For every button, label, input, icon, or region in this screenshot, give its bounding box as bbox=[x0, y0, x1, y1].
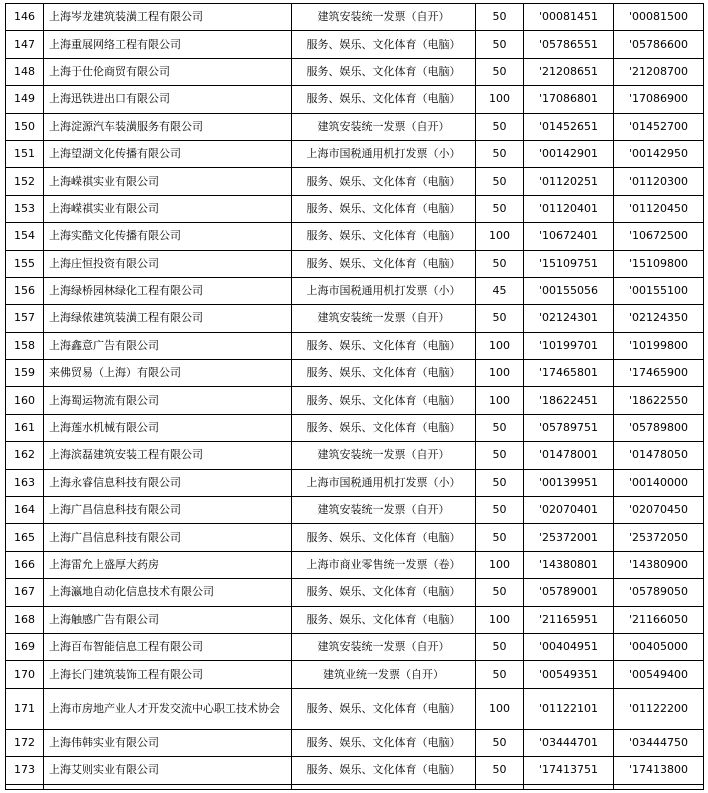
company-name: 上海望湖文化传播有限公司 bbox=[44, 140, 292, 167]
start-number: '10672401 bbox=[524, 223, 614, 250]
invoice-type: 建筑安装统一发票（自开） bbox=[292, 497, 476, 524]
row-number: 167 bbox=[6, 579, 44, 606]
company-name: 上海雷允上盛厚大药房 bbox=[44, 551, 292, 578]
table-row-partial bbox=[6, 784, 704, 789]
end-number: '00081500 bbox=[614, 4, 704, 31]
start-number: '14380801 bbox=[524, 551, 614, 578]
invoice-type: 建筑安装统一发票（自开） bbox=[292, 4, 476, 31]
invoice-quantity: 50 bbox=[476, 729, 524, 756]
end-number: '00405000 bbox=[614, 633, 704, 660]
table-row bbox=[6, 497, 704, 524]
start-number: '03444701 bbox=[524, 729, 614, 756]
table-row bbox=[6, 168, 704, 195]
end-number: '10199800 bbox=[614, 332, 704, 359]
company-name: 上海迅铁进出口有限公司 bbox=[44, 86, 292, 113]
invoice-type: 服务、娱乐、文化体育（电脑） bbox=[292, 606, 476, 633]
start-number: '00549351 bbox=[524, 661, 614, 688]
company-name: 上海永睿信息科技有限公司 bbox=[44, 469, 292, 496]
company-name: 来佛贸易（上海）有限公司 bbox=[44, 360, 292, 387]
start-number: '01478001 bbox=[524, 442, 614, 469]
invoice-type: 建筑安装统一发票（自开） bbox=[292, 113, 476, 140]
invoice-type: 上海市国税通用机打发票（小） bbox=[292, 140, 476, 167]
row-number: 153 bbox=[6, 195, 44, 222]
start-number: '17465801 bbox=[524, 360, 614, 387]
invoice-table bbox=[5, 3, 704, 790]
company-name: 上海滨磊建筑安装工程有限公司 bbox=[44, 442, 292, 469]
row-number: 173 bbox=[6, 757, 44, 784]
end-number: '01120300 bbox=[614, 168, 704, 195]
empty-cell bbox=[614, 784, 704, 789]
invoice-quantity: 50 bbox=[476, 250, 524, 277]
end-number: '01452700 bbox=[614, 113, 704, 140]
invoice-type: 服务、娱乐、文化体育（电脑） bbox=[292, 250, 476, 277]
row-number: 169 bbox=[6, 633, 44, 660]
end-number: '18622550 bbox=[614, 387, 704, 414]
table-row bbox=[6, 332, 704, 359]
invoice-quantity: 100 bbox=[476, 387, 524, 414]
start-number: '05789751 bbox=[524, 414, 614, 441]
table-row bbox=[6, 442, 704, 469]
row-number: 162 bbox=[6, 442, 44, 469]
end-number: '00549400 bbox=[614, 661, 704, 688]
table-row bbox=[6, 86, 704, 113]
start-number: '25372001 bbox=[524, 524, 614, 551]
end-number: '05789800 bbox=[614, 414, 704, 441]
company-name: 上海广昌信息科技有限公司 bbox=[44, 497, 292, 524]
company-name: 上海庄恒投资有限公司 bbox=[44, 250, 292, 277]
invoice-type: 服务、娱乐、文化体育（电脑） bbox=[292, 688, 476, 729]
table-row bbox=[6, 223, 704, 250]
company-name: 上海绿侬建筑装潢工程有限公司 bbox=[44, 305, 292, 332]
row-number: 168 bbox=[6, 606, 44, 633]
invoice-quantity: 50 bbox=[476, 58, 524, 85]
table-row bbox=[6, 661, 704, 688]
invoice-quantity: 50 bbox=[476, 305, 524, 332]
start-number: '15109751 bbox=[524, 250, 614, 277]
table-row bbox=[6, 524, 704, 551]
end-number: '00142950 bbox=[614, 140, 704, 167]
empty-cell bbox=[6, 784, 44, 789]
row-number: 150 bbox=[6, 113, 44, 140]
invoice-quantity: 50 bbox=[476, 31, 524, 58]
invoice-quantity: 50 bbox=[476, 168, 524, 195]
row-number: 166 bbox=[6, 551, 44, 578]
table-row bbox=[6, 4, 704, 31]
end-number: '17086900 bbox=[614, 86, 704, 113]
company-name: 上海绿桥园林绿化工程有限公司 bbox=[44, 277, 292, 304]
company-name: 上海广昌信息科技有限公司 bbox=[44, 524, 292, 551]
end-number: '05786600 bbox=[614, 31, 704, 58]
company-name: 上海实酷文化传播有限公司 bbox=[44, 223, 292, 250]
start-number: '21208651 bbox=[524, 58, 614, 85]
table-row bbox=[6, 305, 704, 332]
invoice-quantity: 50 bbox=[476, 579, 524, 606]
end-number: '03444750 bbox=[614, 729, 704, 756]
row-number: 158 bbox=[6, 332, 44, 359]
end-number: '10672500 bbox=[614, 223, 704, 250]
invoice-quantity: 100 bbox=[476, 688, 524, 729]
table-row bbox=[6, 31, 704, 58]
company-name: 上海淀源汽车装潢服务有限公司 bbox=[44, 113, 292, 140]
start-number: '02124301 bbox=[524, 305, 614, 332]
row-number: 154 bbox=[6, 223, 44, 250]
company-name: 上海岑龙建筑装潢工程有限公司 bbox=[44, 4, 292, 31]
invoice-type: 服务、娱乐、文化体育（电脑） bbox=[292, 86, 476, 113]
end-number: '21166050 bbox=[614, 606, 704, 633]
start-number: '01122101 bbox=[524, 688, 614, 729]
start-number: '18622451 bbox=[524, 387, 614, 414]
company-name: 上海蜀运物流有限公司 bbox=[44, 387, 292, 414]
invoice-quantity: 50 bbox=[476, 757, 524, 784]
row-number: 170 bbox=[6, 661, 44, 688]
table-row bbox=[6, 414, 704, 441]
invoice-quantity: 50 bbox=[476, 442, 524, 469]
row-number: 160 bbox=[6, 387, 44, 414]
invoice-type: 服务、娱乐、文化体育（电脑） bbox=[292, 58, 476, 85]
end-number: '15109800 bbox=[614, 250, 704, 277]
row-number: 164 bbox=[6, 497, 44, 524]
invoice-quantity: 50 bbox=[476, 633, 524, 660]
end-number: '14380900 bbox=[614, 551, 704, 578]
start-number: '01452651 bbox=[524, 113, 614, 140]
company-name: 上海重展网络工程有限公司 bbox=[44, 31, 292, 58]
company-name: 上海艾则实业有限公司 bbox=[44, 757, 292, 784]
end-number: '05789050 bbox=[614, 579, 704, 606]
company-name: 上海嵘祺实业有限公司 bbox=[44, 168, 292, 195]
table-row bbox=[6, 579, 704, 606]
end-number: '00155100 bbox=[614, 277, 704, 304]
start-number: '21165951 bbox=[524, 606, 614, 633]
row-number: 152 bbox=[6, 168, 44, 195]
empty-cell bbox=[524, 784, 614, 789]
start-number: '05786551 bbox=[524, 31, 614, 58]
row-number: 148 bbox=[6, 58, 44, 85]
start-number: '00155056 bbox=[524, 277, 614, 304]
company-name: 上海触感广告有限公司 bbox=[44, 606, 292, 633]
row-number: 151 bbox=[6, 140, 44, 167]
invoice-type: 上海市国税通用机打发票（小） bbox=[292, 277, 476, 304]
row-number: 146 bbox=[6, 4, 44, 31]
end-number: '01122200 bbox=[614, 688, 704, 729]
start-number: '00081451 bbox=[524, 4, 614, 31]
row-number: 147 bbox=[6, 31, 44, 58]
table-row bbox=[6, 58, 704, 85]
end-number: '25372050 bbox=[614, 524, 704, 551]
table-row bbox=[6, 633, 704, 660]
invoice-type: 服务、娱乐、文化体育（电脑） bbox=[292, 195, 476, 222]
row-number: 172 bbox=[6, 729, 44, 756]
table-row bbox=[6, 387, 704, 414]
table-row bbox=[6, 606, 704, 633]
invoice-type: 建筑业统一发票（自开） bbox=[292, 661, 476, 688]
start-number: '10199701 bbox=[524, 332, 614, 359]
end-number: '02124350 bbox=[614, 305, 704, 332]
invoice-quantity: 50 bbox=[476, 195, 524, 222]
invoice-type: 建筑安装统一发票（自开） bbox=[292, 305, 476, 332]
invoice-type: 建筑安装统一发票（自开） bbox=[292, 442, 476, 469]
table-row bbox=[6, 113, 704, 140]
invoice-type: 服务、娱乐、文化体育（电脑） bbox=[292, 223, 476, 250]
company-name: 上海伟韩实业有限公司 bbox=[44, 729, 292, 756]
table-row bbox=[6, 729, 704, 756]
company-name: 上海于仕伦商贸有限公司 bbox=[44, 58, 292, 85]
row-number: 171 bbox=[6, 688, 44, 729]
invoice-type: 服务、娱乐、文化体育（电脑） bbox=[292, 524, 476, 551]
invoice-type: 建筑安装统一发票（自开） bbox=[292, 633, 476, 660]
start-number: '00139951 bbox=[524, 469, 614, 496]
invoice-quantity: 50 bbox=[476, 4, 524, 31]
invoice-type: 服务、娱乐、文化体育（电脑） bbox=[292, 332, 476, 359]
end-number: '17465900 bbox=[614, 360, 704, 387]
end-number: '01478050 bbox=[614, 442, 704, 469]
end-number: '00140000 bbox=[614, 469, 704, 496]
row-number: 161 bbox=[6, 414, 44, 441]
invoice-quantity: 100 bbox=[476, 223, 524, 250]
invoice-type: 服务、娱乐、文化体育（电脑） bbox=[292, 31, 476, 58]
invoice-quantity: 50 bbox=[476, 140, 524, 167]
empty-cell bbox=[292, 784, 476, 789]
invoice-quantity: 50 bbox=[476, 497, 524, 524]
table-row bbox=[6, 360, 704, 387]
row-number: 159 bbox=[6, 360, 44, 387]
invoice-type: 服务、娱乐、文化体育（电脑） bbox=[292, 579, 476, 606]
invoice-quantity: 100 bbox=[476, 551, 524, 578]
row-number: 157 bbox=[6, 305, 44, 332]
table-row bbox=[6, 250, 704, 277]
invoice-type: 上海市国税通用机打发票（小） bbox=[292, 469, 476, 496]
invoice-type: 服务、娱乐、文化体育（电脑） bbox=[292, 757, 476, 784]
end-number: '01120450 bbox=[614, 195, 704, 222]
start-number: '17086801 bbox=[524, 86, 614, 113]
invoice-quantity: 100 bbox=[476, 360, 524, 387]
table-row bbox=[6, 469, 704, 496]
invoice-quantity: 50 bbox=[476, 414, 524, 441]
invoice-quantity: 100 bbox=[476, 606, 524, 633]
start-number: '01120401 bbox=[524, 195, 614, 222]
row-number: 155 bbox=[6, 250, 44, 277]
company-name: 上海莲水机械有限公司 bbox=[44, 414, 292, 441]
row-number: 163 bbox=[6, 469, 44, 496]
invoice-table-body bbox=[6, 4, 704, 790]
row-number: 156 bbox=[6, 277, 44, 304]
company-name: 上海瀛地自动化信息技术有限公司 bbox=[44, 579, 292, 606]
invoice-quantity: 45 bbox=[476, 277, 524, 304]
company-name: 上海长门建筑装饰工程有限公司 bbox=[44, 661, 292, 688]
table-row bbox=[6, 140, 704, 167]
start-number: '00142901 bbox=[524, 140, 614, 167]
end-number: '21208700 bbox=[614, 58, 704, 85]
start-number: '05789001 bbox=[524, 579, 614, 606]
company-name: 上海嵘祺实业有限公司 bbox=[44, 195, 292, 222]
invoice-type: 服务、娱乐、文化体育（电脑） bbox=[292, 729, 476, 756]
invoice-type: 上海市商业零售统一发票（卷） bbox=[292, 551, 476, 578]
company-name: 上海市房地产业人才开发交流中心职工技术协会 bbox=[44, 688, 292, 729]
table-row bbox=[6, 277, 704, 304]
table-row bbox=[6, 551, 704, 578]
end-number: '02070450 bbox=[614, 497, 704, 524]
invoice-quantity: 100 bbox=[476, 332, 524, 359]
invoice-type: 服务、娱乐、文化体育（电脑） bbox=[292, 168, 476, 195]
start-number: '01120251 bbox=[524, 168, 614, 195]
invoice-type: 服务、娱乐、文化体育（电脑） bbox=[292, 387, 476, 414]
invoice-quantity: 50 bbox=[476, 469, 524, 496]
table-row bbox=[6, 195, 704, 222]
empty-cell bbox=[476, 784, 524, 789]
invoice-type: 服务、娱乐、文化体育（电脑） bbox=[292, 360, 476, 387]
company-name: 上海鑫意广告有限公司 bbox=[44, 332, 292, 359]
invoice-quantity: 100 bbox=[476, 86, 524, 113]
start-number: '17413751 bbox=[524, 757, 614, 784]
start-number: '02070401 bbox=[524, 497, 614, 524]
table-row bbox=[6, 757, 704, 784]
empty-cell bbox=[44, 784, 292, 789]
end-number: '17413800 bbox=[614, 757, 704, 784]
invoice-quantity: 50 bbox=[476, 661, 524, 688]
invoice-quantity: 50 bbox=[476, 524, 524, 551]
row-number: 165 bbox=[6, 524, 44, 551]
invoice-type: 服务、娱乐、文化体育（电脑） bbox=[292, 414, 476, 441]
company-name: 上海百布智能信息工程有限公司 bbox=[44, 633, 292, 660]
table-row bbox=[6, 688, 704, 729]
invoice-quantity: 50 bbox=[476, 113, 524, 140]
row-number: 149 bbox=[6, 86, 44, 113]
start-number: '00404951 bbox=[524, 633, 614, 660]
